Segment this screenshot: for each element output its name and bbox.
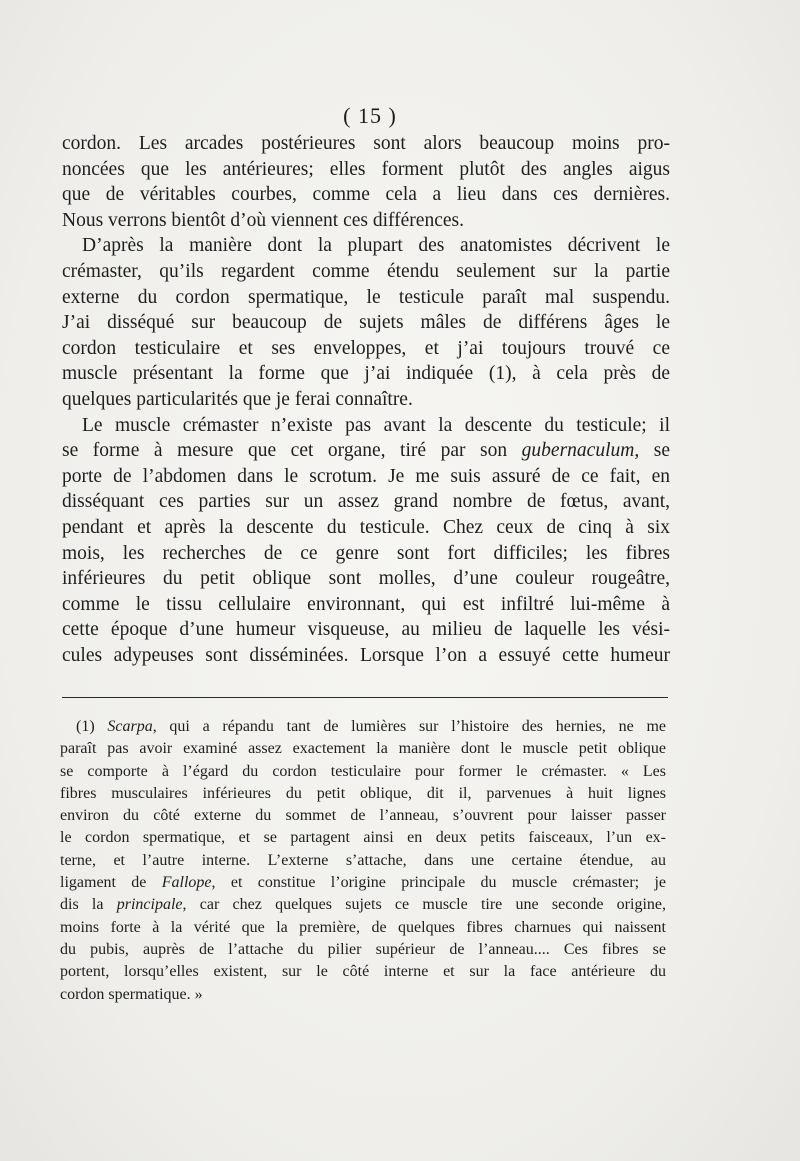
footnote-line: ligament de Fallope, et constitue l’origine principale du muscle crémaster; je xyxy=(60,874,666,892)
footnote-line: cordon spermatique. » xyxy=(60,985,203,1003)
footnote-line: dis la principale, car chez quelques sujets ce muscle tire une seconde origine, xyxy=(60,896,667,914)
footnote-line: le cordon spermatique, et se partagent ainsi en deux petits faisceaux, l’un ex- xyxy=(60,829,666,847)
footnote-line: terne, et l’autre interne. L’externe s’attache, dans une certaine étendue, au xyxy=(60,851,666,869)
text-line: noncées que les antérieures; elles forment plutôt des angles aigus xyxy=(62,158,670,180)
text-line: disséquant ces parties sur un assez grand nombre de fœtus, avant, xyxy=(62,491,670,513)
text-line: pendant et après la descente du testicule. Chez ceux de cinq à six xyxy=(62,516,670,538)
text-line: Nous verrons bientôt d’où viennent ces différences. xyxy=(62,209,464,231)
main-text xyxy=(62,131,670,668)
footnote-line: environ du côté externe du sommet de l’anneau, s’ouvrent pour laisser passer xyxy=(60,807,666,825)
footnote-divider xyxy=(62,697,668,698)
text-line: J’ai disséqué sur beaucoup de sujets mâles de différens âges le xyxy=(62,312,670,334)
text-line: quelques particularités que je ferai connaître. xyxy=(62,388,413,410)
text-line: cules adypeuses sont disséminées. Lorsque l’on a essuyé cette humeur xyxy=(62,644,670,666)
text-line: D’après la manière dont la plupart des anatomistes décrivent le xyxy=(82,235,670,257)
footnote-line: (1) Scarpa, qui a répandu tant de lumières sur l’histoire des hernies, ne me xyxy=(76,718,667,735)
footnote-line: du pubis, auprès de l’attache du pilier supérieur de l’anneau.... Ces fibres se xyxy=(60,940,666,958)
page-number: ( 15 ) xyxy=(343,103,397,128)
text-line: inférieures du petit oblique sont molles, d’une couleur rougeâtre, xyxy=(62,568,670,590)
text-line: cordon testiculaire et ses enveloppes, et j’ai toujours trouvé ce xyxy=(62,337,670,359)
footnote-line: moins forte à la vérité que la première, de quelques fibres charnues qui naissent xyxy=(60,918,666,936)
text-line: se forme à mesure que cet organe, tiré par son gubernaculum, se xyxy=(62,440,670,462)
text-line: porte de l’abdomen dans le scrotum. Je me suis assuré de ce fait, en xyxy=(62,465,670,487)
footnote-line: fibres musculaires inférieures du petit oblique, dit il, parvenues à huit lignes xyxy=(60,784,666,802)
text-line: que de véritables courbes, comme cela a lieu dans ces dernières. xyxy=(62,184,670,206)
text-line: cordon. Les arcades postérieures sont alors beaucoup moins pro- xyxy=(62,133,670,154)
footnote xyxy=(60,716,666,1006)
text-line: externe du cordon spermatique, le testicule paraît mal suspendu. xyxy=(62,286,670,308)
footnote-line: paraît pas avoir examiné assez exactement la manière dont le muscle petit oblique xyxy=(60,740,666,758)
text-line: comme le tissu cellulaire environnant, qui est infiltré lui-même à xyxy=(62,593,670,615)
text-line: crémaster, qu’ils regardent comme étendu seulement sur la partie xyxy=(62,260,670,282)
text-line: Le muscle crémaster n’existe pas avant la descente du testicule; il xyxy=(82,414,670,436)
text-line: cette époque d’une humeur visqueuse, au milieu de laquelle les vési- xyxy=(62,619,670,641)
text-line: muscle présentant la forme que j’ai indiquée (1), à cela près de xyxy=(62,363,670,385)
footnote-line: se comporte à l’égard du cordon testiculaire pour former le crémaster. « Les xyxy=(60,762,666,780)
text-line: mois, les recherches de ce genre sont fort difficiles; les fibres xyxy=(62,542,670,564)
footnote-line: portent, lorsqu’elles existent, sur le côté interne et sur la face antérieure du xyxy=(60,963,666,981)
